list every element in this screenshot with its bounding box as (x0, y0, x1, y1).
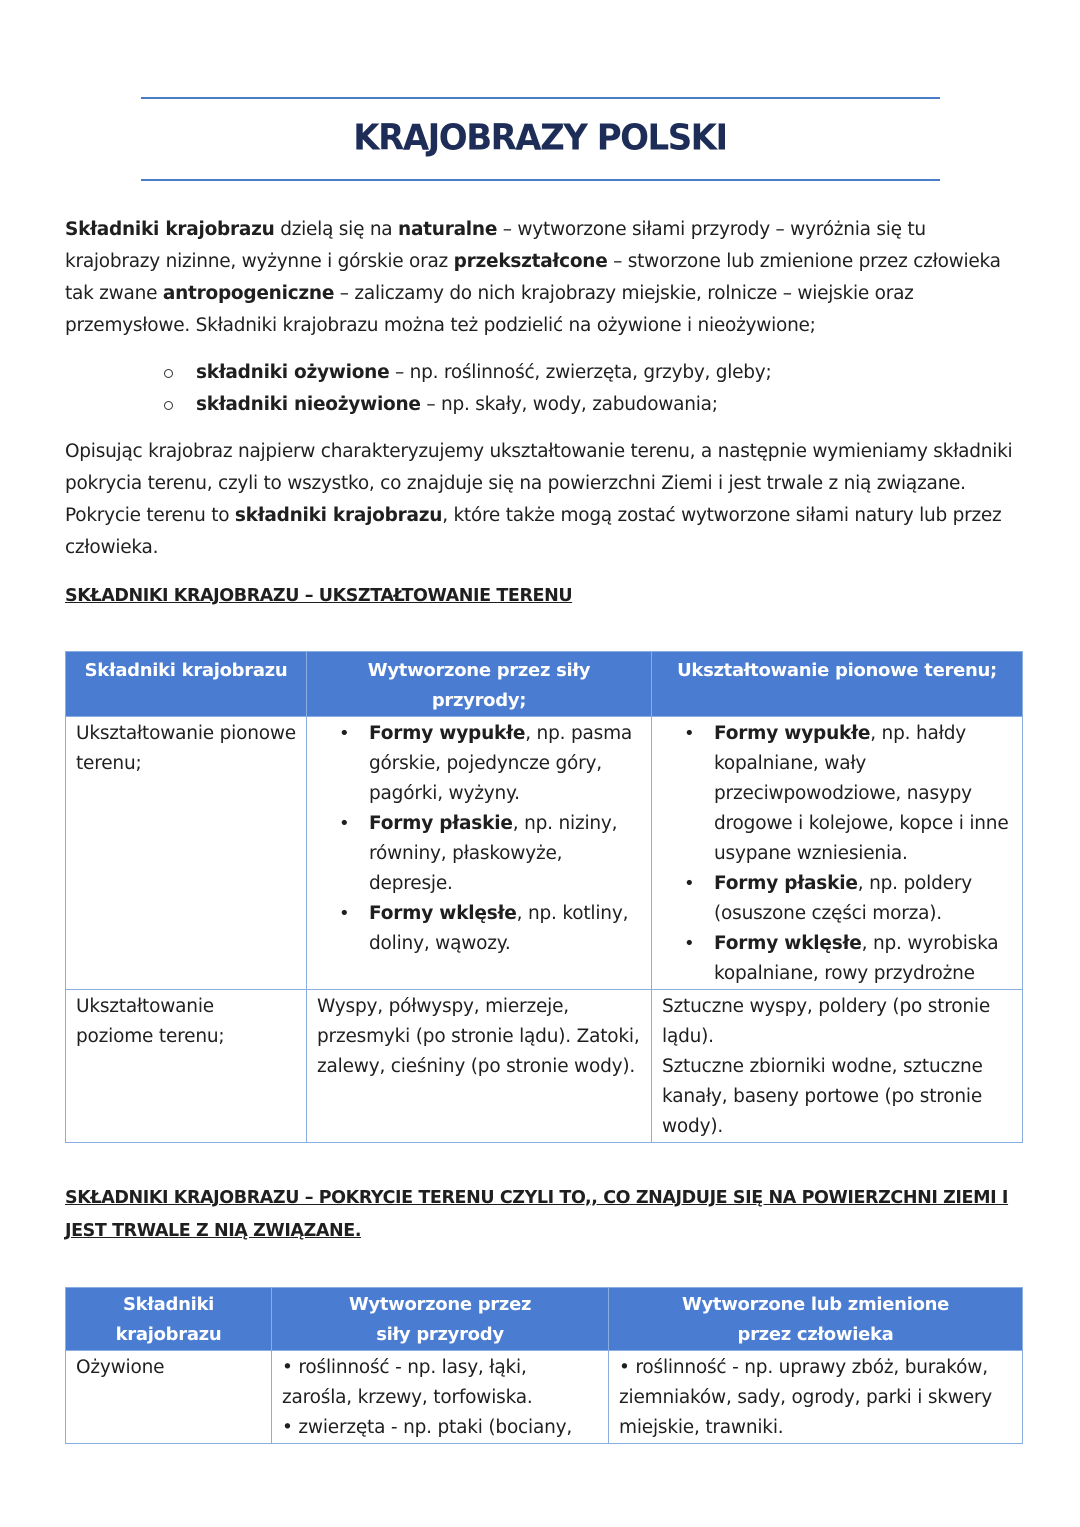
intro-bold-3: naturalne (398, 219, 498, 240)
form-name: Formy płaskie (714, 873, 858, 894)
natural-forms-cell (307, 717, 652, 990)
circle-bullet-icon (164, 401, 173, 410)
cell-line: • zwierzęta - np. ptaki (bociany, (282, 1417, 573, 1438)
relief-table (65, 651, 1023, 1143)
form-text: , np. kotliny, doliny, wąwozy. (369, 903, 629, 954)
section-heading-relief: SKŁADNIKI KRAJOBRAZU – UKSZTAŁTOWANIE TERENU (65, 586, 573, 606)
table-row (66, 990, 1023, 1143)
table-header-row (66, 652, 1023, 717)
table-row (66, 717, 1023, 990)
list-item (369, 719, 641, 809)
form-name: Formy wypukłe (714, 723, 871, 744)
intro-bold-5: przekształcone (453, 251, 608, 272)
intro-bold-1: Składniki krajobrazu (65, 219, 275, 240)
intro-text-2: dzielą się na (274, 219, 399, 240)
page-title: KRAJOBRAZY POLSKI (353, 117, 727, 159)
intro-text-4: – wytworzone siłami przyrody – wyróżnia się tu krajobrazy nizinne, wyżynne i górskie oraz (65, 219, 926, 272)
intro-bold-7: antropogeniczne (162, 283, 335, 304)
para2-text-1: Opisując krajobraz najpierw charakteryzujemy ukształtowanie terenu, a następnie wymieniamy składniki pokrycia terenu, czyli to wszystko, co znajduje się na powierzchni Ziemi i jest trwale z nią związane. Pokrycie terenu to (65, 441, 1013, 526)
column-header: Ukształtowanie pionowe terenu; (652, 652, 1023, 717)
cell-line: Sztuczne zbiorniki wodne, sztuczne kanały, baseny portowe (po stronie wody). (662, 1056, 983, 1137)
cell-line: Sztuczne wyspy, poldery (po stronie lądu). (662, 996, 991, 1047)
natural-cover-cell (272, 1351, 609, 1444)
form-text: , np. wyrobiska kopalniane, rowy przydrożne (714, 933, 999, 984)
list-item (369, 899, 641, 959)
second-paragraph (65, 436, 1025, 564)
circle-bullet-icon (164, 369, 173, 378)
list-item (369, 809, 641, 899)
column-header: Składniki krajobrazu (66, 652, 307, 717)
row-label: Ożywione (66, 1351, 272, 1444)
list-item (160, 389, 1020, 421)
form-text: , np. pasma górskie, pojedyncze góry, pagórki, wyżyny. (369, 723, 633, 804)
components-list (160, 357, 1020, 421)
row-label: Ukształtowanie pionowe terenu; (66, 717, 307, 990)
intro-text-6: – stworzone lub zmienione przez człowieka tak zwane (65, 251, 1001, 304)
form-text: , np. poldery (osuszone części morza). (714, 873, 972, 924)
list-item-bold: składniki nieożywione (196, 394, 421, 415)
natural-horizontal-cell: Wyspy, półwyspy, mierzeje, przesmyki (po stronie lądu). Zatoki, zalewy, cieśniny (po stronie wody). (307, 990, 652, 1143)
list-item-text: – np. skały, wody, zabudowania; (420, 394, 718, 415)
form-name: Formy wypukłe (369, 723, 526, 744)
human-cover-cell: • roślinność - np. uprawy zbóż, buraków, ziemniaków, sady, ogrody, parki i skwery miejskie, trawniki. (609, 1351, 1023, 1444)
para2-bold-2: składniki krajobrazu (234, 505, 443, 526)
form-name: Formy płaskie (369, 813, 513, 834)
para2-text-3: , które także mogą zostać wytworzone siłami natury lub przez człowieka. (65, 505, 1002, 558)
list-item (714, 929, 1018, 989)
section-heading-land-cover: SKŁADNIKI KRAJOBRAZU – POKRYCIE TERENU CZYLI TO,, CO ZNAJDUJE SIĘ NA POWIERZCHNI ZIEMI I JEST TRWALE Z NIĄ ZWIĄZANE. (65, 1188, 1009, 1241)
column-header: Wytworzone przez siły przyrody; (307, 652, 652, 717)
intro-paragraph (65, 214, 1025, 342)
list-item (714, 869, 1018, 929)
cell-line: • roślinność - np. lasy, łąki, zarośla, krzewy, torfowiska. (282, 1357, 533, 1408)
table-row (66, 1351, 1023, 1444)
human-forms-cell (652, 717, 1023, 990)
human-horizontal-cell (652, 990, 1023, 1143)
row-label: Ukształtowanie poziome terenu; (66, 990, 307, 1143)
form-name: Formy wklęsłe (369, 903, 517, 924)
bottom-rule (141, 179, 940, 181)
form-name: Formy wklęsłe (714, 933, 862, 954)
top-rule (141, 97, 940, 99)
table-header-row (66, 1288, 1023, 1351)
list-item-text: – np. roślinność, zwierzęta, grzyby, gleby; (389, 362, 772, 383)
land-cover-table (65, 1287, 1023, 1444)
column-header: Wytworzone przez siły przyrody (272, 1288, 609, 1351)
list-item (714, 719, 1018, 869)
list-item-bold: składniki ożywione (196, 362, 390, 383)
form-text: , np. hałdy kopalniane, wały przeciwpowodziowe, nasypy drogowe i kolejowe, kopce i inne usypane wzniesienia. (714, 723, 1009, 864)
form-text: , np. niziny, równiny, płaskowyże, depresje. (369, 813, 618, 894)
list-item (160, 357, 1020, 389)
column-header: Składniki krajobrazu (66, 1288, 272, 1351)
column-header: Wytworzone lub zmienione przez człowieka (609, 1288, 1023, 1351)
intro-text-8: – zaliczamy do nich krajobrazy miejskie, rolnicze – wiejskie oraz przemysłowe. Składniki krajobrazu można też podzielić na ożywione i nieożywione; (65, 283, 914, 336)
